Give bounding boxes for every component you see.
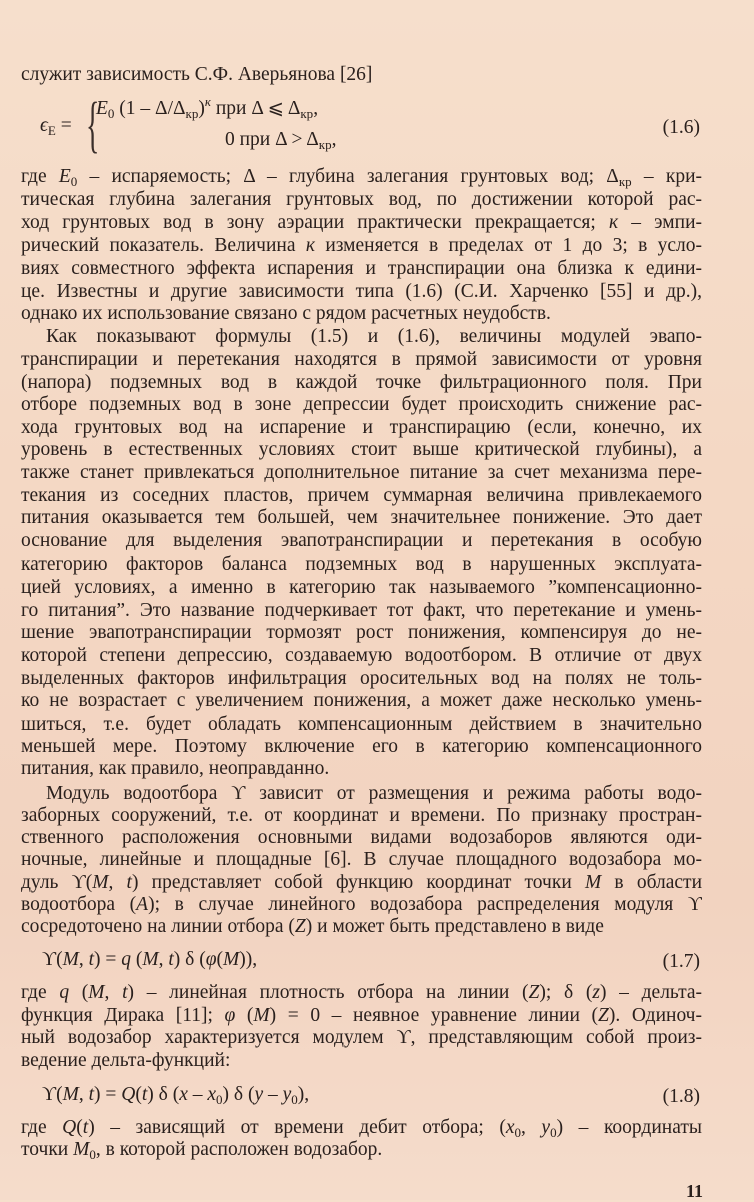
text-run: ) = — [94, 949, 122, 970]
text-run: Модуль водоотбора ϒ зависит от размещения и режима работы водо- — [46, 783, 702, 804]
text-line — [21, 1116, 702, 1140]
text-line — [21, 735, 702, 759]
math-symbol: M — [223, 949, 240, 970]
text-run: (1 – Δ/Δ — [114, 98, 186, 119]
subscript: 0 — [70, 174, 78, 189]
subscript: 0 — [514, 1125, 521, 1140]
math-symbol: M — [253, 1005, 270, 1026]
text-run: – — [187, 1084, 208, 1105]
text-run: це. Известны и другие зависимости типа (1.6) (С.И. Харченко [55] и др.), — [21, 281, 702, 302]
text-line — [21, 257, 702, 281]
text-run: также станет привлекаться дополнительное питание за счет механизма пере- — [21, 462, 702, 483]
text-run: ) – зависящий от времени дебит отбора; ( — [88, 1117, 506, 1138]
text-line — [21, 981, 702, 1005]
text-line — [21, 211, 702, 235]
text-run: , в которой расположен водозабор. — [95, 1139, 383, 1160]
text-run: в области — [601, 872, 702, 893]
text-line — [21, 553, 702, 577]
text-line — [21, 371, 702, 395]
math-symbol: Q — [121, 1084, 136, 1105]
text-run: , — [104, 982, 123, 1003]
text-run: питания, как правило, неоправданно. — [21, 758, 330, 779]
text-line — [21, 461, 702, 485]
text-run: шение эвапотранспирации тормозят рост понижения, компенсируя до не- — [21, 622, 702, 643]
text-run: ) = — [94, 1084, 122, 1105]
text-run: ( — [216, 949, 224, 970]
math-symbol: M — [62, 1084, 79, 1105]
math-symbol: M — [73, 1139, 90, 1160]
equation-1-6-case-2 — [225, 128, 337, 152]
equation-number — [663, 1085, 700, 1109]
text-run: водоотбора ( — [21, 894, 137, 915]
text-line — [21, 234, 702, 258]
equation-1-8 — [42, 1083, 309, 1107]
text-run: , — [78, 1084, 89, 1105]
text-line — [46, 325, 702, 349]
math-symbol: y — [254, 1084, 264, 1105]
math-symbol: y — [282, 1084, 292, 1105]
math-symbol: M — [88, 982, 105, 1003]
text-run: , — [520, 1117, 542, 1138]
text-run: хода грунтовых вод на испарение и транспирацию (если, конечно, их — [21, 417, 702, 438]
text-line — [21, 165, 702, 189]
text-line — [21, 871, 702, 895]
text-run: 0 при Δ > Δ — [225, 129, 319, 150]
text-run: ). Одиноч- — [608, 1005, 702, 1026]
text-run: ( — [131, 949, 143, 970]
math-symbol: x — [179, 1084, 188, 1105]
equation-1-7 — [42, 948, 257, 972]
text-run: основание для выделения эвапотранспирации и перетекания в особую — [21, 530, 702, 551]
text-line — [21, 529, 702, 553]
text-run: ) и может быть представлено в виде — [305, 916, 604, 937]
equation-1-6-lhs — [40, 114, 72, 138]
subscript: кр — [185, 106, 199, 121]
text-line — [21, 713, 702, 737]
text-run: виях совместного эффекта испарения и транспирации она близка к едини- — [21, 258, 702, 279]
text-run: точки — [21, 1139, 74, 1160]
text-run: ) – дельта- — [599, 982, 702, 1003]
text-run: питания оказывается тем большей, чем значительнее понижение. Это дает — [21, 507, 702, 528]
text-run: , — [313, 98, 319, 119]
text-line — [21, 667, 702, 691]
math-symbol: E — [96, 98, 108, 119]
text-line — [21, 393, 702, 417]
math-symbol: E — [58, 166, 71, 187]
text-line — [21, 599, 702, 623]
equation-number — [663, 116, 700, 140]
math-symbol: z — [592, 982, 600, 1003]
text-run: заборных сооружений, т.е. от координат и времени. По признаку простран- — [21, 805, 702, 826]
page-number: 11 — [686, 1181, 704, 1201]
math-symbol: φ — [205, 949, 217, 970]
text-run: изменяется в пределах от 1 до 3; в усло- — [314, 235, 702, 256]
text-run: меньшей мере. Поэтому включение его в категорию компенсационного — [21, 736, 702, 757]
text-run: – эмпи- — [618, 212, 702, 233]
text-line — [21, 1049, 702, 1073]
subscript: E — [47, 123, 56, 138]
text-run: ) представляет собой функцию координат точки — [131, 872, 585, 893]
text-run: , — [78, 949, 89, 970]
text-run: дуль ϒ( — [21, 872, 93, 893]
text-line — [21, 915, 702, 939]
text-line — [21, 506, 702, 530]
math-symbol: t — [126, 872, 132, 893]
text-line — [21, 576, 702, 600]
math-symbol: q — [121, 949, 131, 970]
text-line — [21, 757, 702, 781]
math-symbol: q — [59, 982, 70, 1003]
text-run: ) – координаты — [556, 1117, 702, 1138]
text-run: цией условиях, а именно в категорию так называемого ”компенсационно- — [21, 577, 702, 598]
text-run: (1.6) — [662, 117, 700, 138]
text-run: где — [21, 1117, 63, 1138]
math-symbol: φ — [224, 1005, 236, 1026]
text-run: Как показывают формулы (1.5) и (1.6), величины модулей эвапо- — [46, 326, 702, 347]
subscript: кр — [318, 137, 332, 152]
text-run: ϒ( — [42, 949, 63, 970]
math-symbol: Z — [598, 1005, 609, 1026]
text-run: = — [55, 115, 72, 136]
text-line — [21, 804, 702, 828]
text-line — [21, 621, 702, 645]
subscript: кр — [618, 174, 632, 189]
math-symbol: M — [584, 872, 602, 893]
text-run: , — [331, 129, 337, 150]
text-run: ) – линейная плотность отбора на линии ( — [127, 982, 529, 1003]
text-line — [21, 438, 702, 462]
text-line — [21, 893, 702, 917]
text-line — [21, 484, 702, 508]
math-symbol: M — [62, 949, 79, 970]
text-run: ), — [297, 1084, 310, 1105]
text-run: ) — [198, 98, 205, 119]
text-line — [21, 63, 702, 87]
math-symbol: к — [608, 212, 619, 233]
text-run: где — [21, 166, 59, 187]
text-line — [21, 644, 702, 668]
subscript: 0 — [216, 1092, 223, 1107]
math-symbol: M — [92, 872, 109, 893]
math-symbol: y — [541, 1117, 551, 1138]
text-run: служит зависимость С.Ф. Аверьянова [26] — [21, 64, 373, 85]
text-run: категорию факторов баланса подземных вод в нарушенных эксплуата- — [21, 554, 702, 575]
text-line — [21, 1004, 702, 1028]
text-line — [21, 848, 702, 872]
text-run: , — [108, 872, 127, 893]
text-run: функция Дирака [11]; — [21, 1005, 225, 1026]
text-run: ( — [69, 982, 89, 1003]
math-symbol: M — [142, 949, 159, 970]
subscript: 0 — [107, 106, 115, 121]
subscript: 0 — [89, 1147, 96, 1162]
text-line — [21, 1138, 702, 1162]
text-run: шиться, т.е. будет обладать компенсационным действием в значительно — [21, 714, 702, 735]
subscript: кр — [300, 106, 314, 121]
text-run: ) δ ( — [173, 949, 206, 970]
text-run: при Δ ⩽ Δ — [210, 98, 301, 119]
subscript: 0 — [291, 1092, 298, 1107]
text-run: ночные, линейные и площадные [6]. В случае площадного водозабора мо- — [21, 849, 702, 870]
equation-brace: { — [86, 91, 100, 159]
text-run: рический показатель. Величина — [21, 235, 306, 256]
text-run: ведение дельта-функций: — [21, 1050, 231, 1071]
text-run: ( — [235, 1005, 254, 1026]
math-symbol: x — [207, 1084, 217, 1105]
math-symbol: к — [305, 235, 315, 256]
math-symbol: t — [82, 1117, 89, 1138]
text-run: выделенных факторов инфильтрация оросительных вод на полях не толь- — [21, 668, 702, 689]
text-run: отборе подземных вод в зоне депрессии будет происходить снижение рас- — [21, 394, 702, 415]
text-run: ); в случае линейного водозабора распределения модуля ϒ — [148, 894, 702, 915]
text-run: ) δ ( — [147, 1084, 180, 1105]
text-run: ϒ( — [42, 1084, 63, 1105]
text-run: ( — [76, 1117, 83, 1138]
text-run: ( — [135, 1084, 142, 1105]
text-run: однако их использование связано с рядом расчетных неудобств. — [21, 303, 551, 324]
text-run: сосредоточено на линии отбора ( — [21, 916, 295, 937]
text-run: ) = 0 – неявное уравнение линии ( — [269, 1005, 599, 1026]
math-symbol: ϵ — [40, 115, 48, 136]
text-run: (напора) подземных вод в каждой точке фильтрационного поля. При — [21, 372, 702, 393]
text-line — [21, 689, 702, 713]
text-run: (1.7) — [662, 951, 700, 972]
math-symbol: t — [122, 982, 128, 1003]
equation-1-6-case-1 — [96, 94, 319, 121]
text-run: )), — [239, 949, 258, 970]
math-symbol: t — [88, 1084, 94, 1105]
text-run: уровень в естественных условиях стоит выше критической глубины), а — [21, 439, 702, 460]
text-line — [21, 302, 702, 326]
math-symbol: t — [141, 1084, 148, 1105]
text-line — [21, 348, 702, 372]
text-run: ный водозабор характеризуется модулем ϒ, представляющим собой произ- — [21, 1027, 702, 1048]
equation-number — [663, 950, 700, 974]
text-line — [21, 1026, 702, 1050]
text-run: где — [21, 982, 60, 1003]
text-line — [21, 280, 702, 304]
text-line — [21, 416, 702, 440]
text-line — [46, 782, 702, 806]
text-run: , — [158, 949, 169, 970]
text-run: ); δ ( — [539, 982, 593, 1003]
text-run: ко не возрастает с увеличением понижения, а может даже несколько умень- — [21, 690, 702, 711]
text-run: го питания”. Это название подчеркивает тот факт, что перетекание и умень- — [21, 600, 702, 621]
text-run: транспирации и перетекания находятся в прямой зависимости от уровня — [21, 349, 702, 370]
text-run: тическая глубина залегания грунтовых вод, по достижении которой рас- — [21, 189, 702, 210]
text-line — [21, 188, 702, 212]
text-run: текания из соседних пластов, причем суммарная величина привлекаемого — [21, 485, 702, 506]
math-symbol: t — [168, 949, 174, 970]
text-run: которой степени депрессию, создаваемую водоотбором. В отличие от двух — [21, 645, 702, 666]
text-run: – — [263, 1084, 283, 1105]
text-run: – испаряемость; Δ – глубина залегания грунтовых вод; Δ — [77, 166, 619, 187]
text-run: – кри- — [631, 166, 702, 187]
math-symbol: t — [88, 949, 94, 970]
text-run: ственного расположения основными видами водозаборов являются оди- — [21, 827, 702, 848]
text-run: ход грунтовых вод в зону аэрации практически прекращается; — [21, 212, 609, 233]
text-line — [21, 826, 702, 850]
superscript: к — [204, 94, 211, 109]
math-symbol: A — [136, 894, 149, 915]
math-symbol: Z — [528, 982, 540, 1003]
math-symbol: Q — [62, 1117, 77, 1138]
math-symbol: x — [505, 1117, 515, 1138]
math-symbol: Z — [294, 916, 306, 937]
text-run: (1.8) — [662, 1086, 700, 1107]
subscript: 0 — [550, 1125, 557, 1140]
text-run: ) δ ( — [222, 1084, 255, 1105]
